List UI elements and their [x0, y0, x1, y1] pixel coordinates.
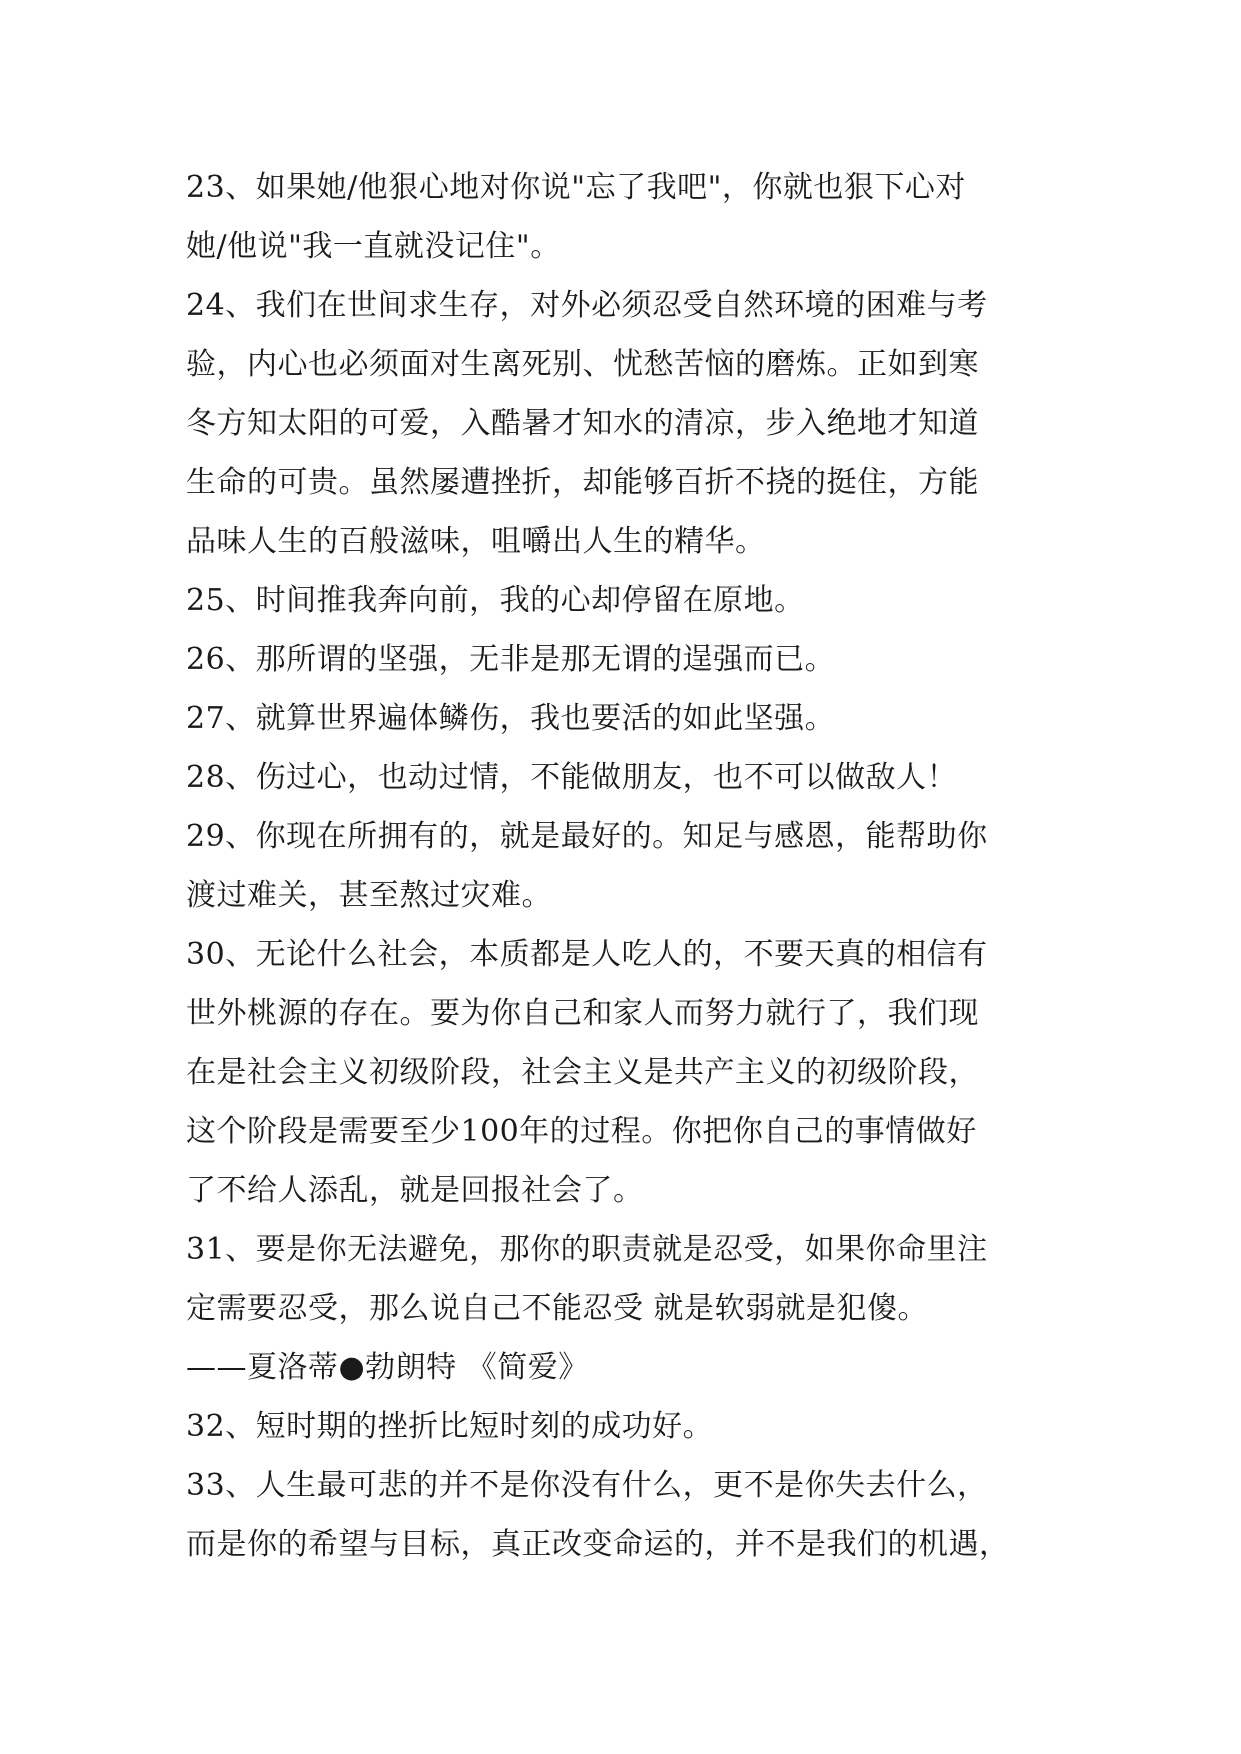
text-line: 33、人生最可悲的并不是你没有什么，更不是你失去什么，	[186, 1468, 988, 1503]
text-line: 27、就算世界遍体鳞伤，我也要活的如此坚强。	[186, 701, 836, 736]
text-line: 冬方知太阳的可爱，入酷暑才知水的清凉，步入绝地才知道	[186, 406, 979, 441]
text-line: 在是社会主义初级阶段，社会主义是共产主义的初级阶段，	[186, 1055, 979, 1090]
text-line: 28、伤过心，也动过情，不能做朋友，也不可以做敌人！	[186, 760, 958, 795]
text-line: 31、要是你无法避免，那你的职责就是忍受，如果你命里注	[186, 1232, 988, 1267]
text-line: 24、我们在世间求生存，对外必须忍受自然环境的困难与考	[186, 288, 988, 323]
text-line: 23、如果她/他狠心地对你说"忘了我吧"，你就也狠下心对	[186, 170, 966, 205]
text-line: 32、短时期的挫折比短时刻的成功好。	[186, 1409, 714, 1444]
text-line: 26、那所谓的坚强，无非是那无谓的逞强而已。	[186, 642, 836, 677]
document-body	[186, 158, 1066, 1574]
text-line: 她/他说"我一直就没记住"。	[186, 229, 561, 264]
text-line: ——夏洛蒂●勃朗特 《简爱》	[186, 1350, 589, 1385]
text-line: 29、你现在所拥有的，就是最好的。知足与感恩，能帮助你	[186, 819, 988, 854]
text-line: 了不给人添乱，就是回报社会了。	[186, 1173, 644, 1208]
text-line: 定需要忍受，那么说自己不能忍受 就是软弱就是犯傻。	[186, 1291, 929, 1326]
text-line: 25、时间推我奔向前，我的心却停留在原地。	[186, 583, 805, 618]
text-line: 生命的可贵。虽然屡遭挫折，却能够百折不挠的挺住，方能	[186, 465, 979, 500]
text-line: 30、无论什么社会，本质都是人吃人的，不要天真的相信有	[186, 937, 988, 972]
text-line: 品味人生的百般滋味，咀嚼出人生的精华。	[186, 524, 766, 559]
text-line: 而是你的希望与目标，真正改变命运的，并不是我们的机遇，	[186, 1527, 1010, 1562]
text-line: 验，内心也必须面对生离死别、忧愁苦恼的磨炼。正如到寒	[186, 347, 979, 382]
text-line: 这个阶段是需要至少100年的过程。你把你自己的事情做好	[186, 1114, 977, 1149]
text-line: 渡过难关，甚至熬过灾难。	[186, 878, 552, 913]
text-line: 世外桃源的存在。要为你自己和家人而努力就行了，我们现	[186, 996, 979, 1031]
